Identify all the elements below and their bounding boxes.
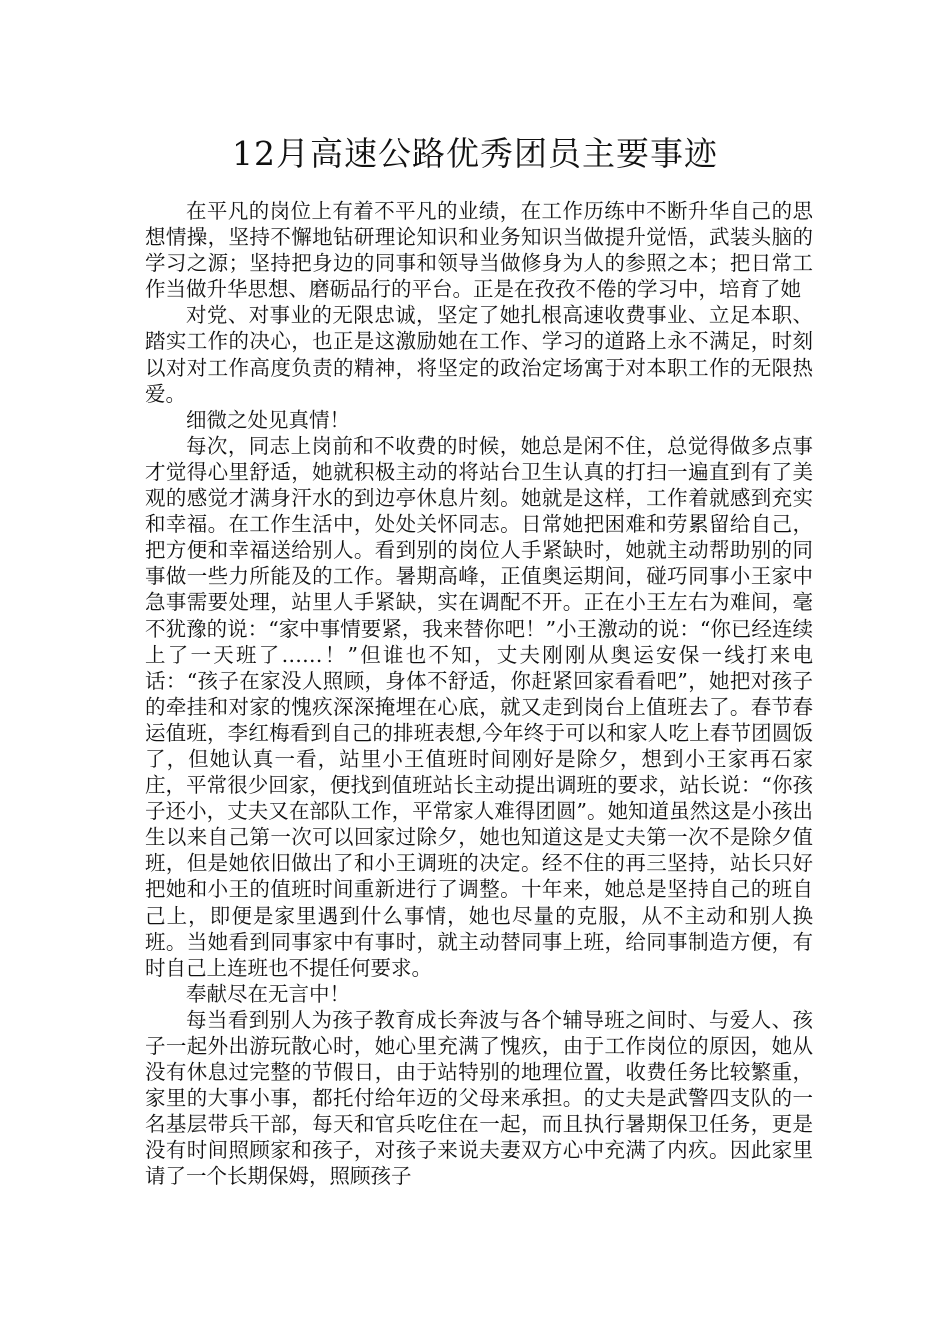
paragraph: 每当看到别人为孩子教育成长奔波与各个辅导班之间时、与爱人、孩子一起外出游玩散心时，她心里充满了愧疚，由于工作岗位的原因，她从没有休息过完整的节假日，由于站特别的地理位置，收费任务比较繁重，家里的大事小事，都托付给年迈的父母来承担。的丈夫是武警四支队的一名基层带兵干部，每天和官兵吃住在一起，而且执行暑期保卫任务，更是没有时间照顾家和孩子，对孩子来说夫妻双方心中充满了内疚。因此家里请了一个长期保姆，照顾孩子 (145, 1007, 813, 1189)
paragraph: 在平凡的岗位上有着不平凡的业绩，在工作历练中不断升华自己的思想情操，坚持不懈地钻研理论知识和业务知识当做提升觉悟，武装头脑的学习之源；坚持把身边的同事和领导当做修身为人的参照之本；把日常工作当做升华思想、磨砺品行的平台。正是在孜孜不倦的学习中，培育了她 (145, 199, 813, 302)
section-heading: 奉献尽在无言中！ (186, 981, 350, 1006)
paragraph: 对党、对事业的无限忠诚，坚定了她扎根高速收费事业、立足本职、踏实工作的决心，也正是这激励她在工作、学习的道路上永不满足，时刻以对对工作高度负责的精神，将坚定的政治定场寓于对本职工作的无限热爱。 (145, 303, 813, 406)
document-title: 12月高速公路优秀团员主要事迹 (232, 134, 718, 173)
paragraph: 每次，同志上岗前和不收费的时候，她总是闲不住，总觉得做多点事才觉得心里舒适，她就积极主动的将站台卫生认真的打扫一遍直到有了美观的感觉才满身汗水的到边亭休息片刻。她就是这样，工作着就感到充实和幸福。在工作生活中，处处关怀同志。日常她把困难和劳累留给自己，把方便和幸福送给别人。看到别的岗位人手紧缺时，她就主动帮助别的同事做一些力所能及的工作。暑期高峰，正值奥运期间，碰巧同事小王家中急事需要处理，站里人手紧缺，实在调配不开。正在小王左右为难间，毫不犹豫的说：“家中事情要紧，我来替你吧！”小王激动的说：“你已经连续上了一天班了……！”但谁也不知，丈夫刚刚从奥运安保一线打来电话：“孩子在家没人照顾，身体不舒适，你赶紧回家看看吧”，她把对孩子的牵挂和对家的愧疚深深掩埋在心底，就又走到岗台上值班去了。春节春运值班，李红梅看到自己的排班表想,今年终于可以和家人吃上春节团圆饭了，但她认真一看，站里小王值班时间刚好是除夕，想到小王家再石家庄，平常很少回家，便找到值班站长主动提出调班的要求，站长说：“你孩子还小，丈夫又在部队工作，平常家人难得团圆”。她知道虽然这是小孩出生以来自己第一次可以回家过除夕，她也知道这是丈夫第一次不是除夕值班，但是她依旧做出了和小王调班的决定。经不住的再三坚持，站长只好把她和小王的值班时间重新进行了调整。十年来，她总是坚持自己的班自己上，即便是家里遇到什么事情，她也尽量的克服，从不主动和别人换班。当她看到同事家中有事时，就主动替同事上班，给同事制造方便，有时自己上连班也不提任何要求。 (145, 433, 813, 980)
section-heading: 细微之处见真情！ (186, 407, 350, 432)
document-body (145, 198, 813, 1190)
